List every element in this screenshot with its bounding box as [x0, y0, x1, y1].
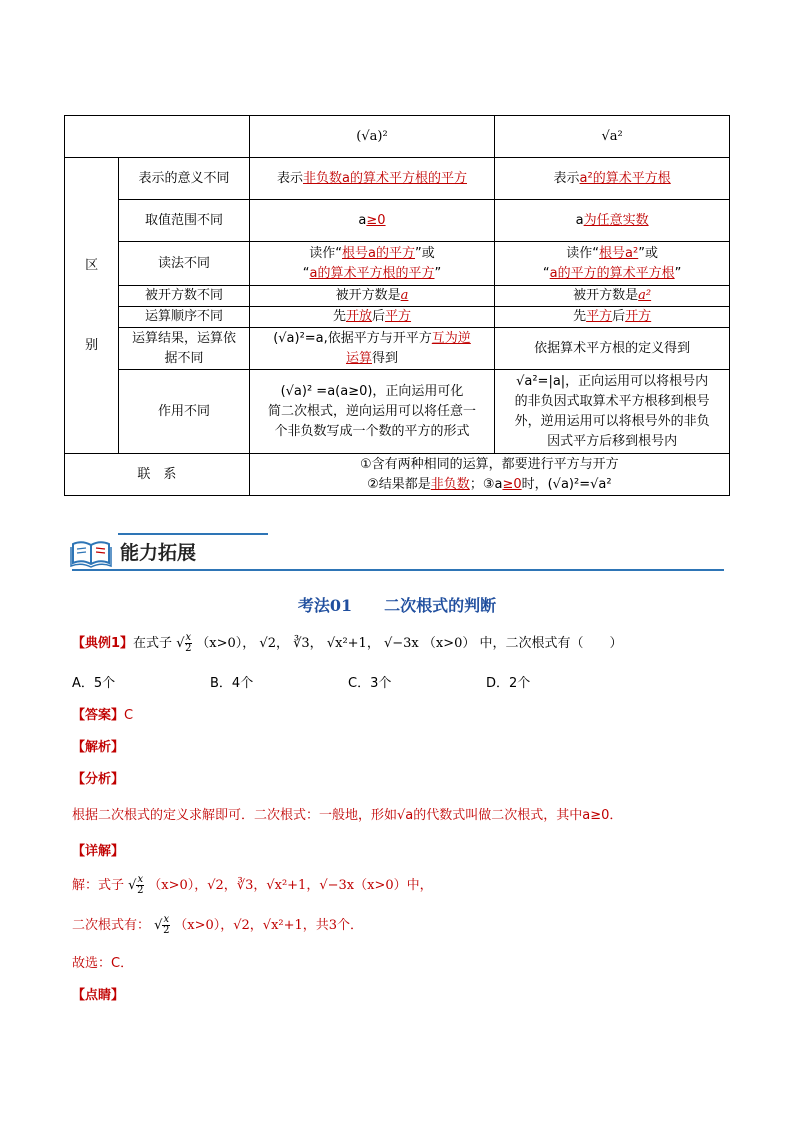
section-header: [70, 532, 724, 572]
cell-b: 被开方数是a²: [495, 286, 730, 307]
row-label: 运算顺序不同: [119, 307, 249, 328]
cell-b: 依据算术平方根的定义得到: [495, 328, 730, 370]
header-col-a: (√a)²: [249, 116, 495, 158]
section-title: 能力拓展: [120, 542, 197, 564]
cell-a: (√a)²=a,依据平方与开平方互为逆 运算得到: [249, 328, 495, 370]
method-title: [0, 593, 794, 616]
fenxi-text: 根据二次根式的定义求解即可．二次根式：一般地，形如√a的代数式叫做二次根式，其中a≥0．: [72, 808, 623, 823]
table-row: [65, 242, 730, 286]
row-label: 取值范围不同: [119, 200, 249, 242]
choice-b: B．4个: [210, 676, 254, 691]
detail-line-1: 解：式子 √ $\frac{x}{2}$ （x>0），√2，∛3，√x²+1，√−3x（x>0）中，: [72, 874, 433, 896]
row-label: 读法不同: [119, 242, 249, 286]
open-book-icon: [70, 536, 112, 568]
comment-tag: 【点睛】: [72, 988, 125, 1003]
cell-a: 先开放后平方: [249, 307, 495, 328]
table-row-link: [65, 454, 730, 496]
cell-a: 读作“根号a的平方”或 “a的算术平方根的平方”: [249, 242, 495, 286]
header-col-b: √a²: [495, 116, 730, 158]
table-row: [65, 158, 730, 200]
example-question: 【典例1】在式子 √ $\frac{x}{2}$ （x>0）， √2， ∛3， √x²+1， √−3x （x>0） 中，二次根式有（ ）: [72, 632, 623, 654]
answer-value: C: [124, 708, 134, 723]
link-cell: ①含有两种相同的运算，都要进行平方与开方 ②结果都是非负数；③a≥0时，(√a)²=√a²: [249, 454, 729, 496]
choice-d: D．2个: [486, 676, 531, 691]
cell-a: (√a)² =a(a≥0)，正向运用可化 简二次根式，逆向运用可以将任意一 个非负数写成一个数的平方的形式: [249, 370, 495, 454]
row-label: 表示的意义不同: [119, 158, 249, 200]
link-label: 联 系: [65, 454, 250, 496]
cell-a: a≥0: [249, 200, 495, 242]
row-label: 运算结果，运算依 据不同: [119, 328, 249, 370]
cell-b: 表示a²的算术平方根: [495, 158, 730, 200]
analysis-tag: 【解析】: [72, 740, 125, 755]
table-header-row: [65, 116, 730, 158]
section-rule: [72, 569, 724, 571]
cell-b: 先平方后开方: [495, 307, 730, 328]
table-row: [65, 328, 730, 370]
table-row: [65, 286, 730, 307]
fenxi-tag: 【分析】: [72, 772, 125, 787]
choice-c: C．3个: [348, 676, 392, 691]
radical-frac: √ $\frac{x}{2}$: [176, 632, 192, 654]
cell-b: 读作“根号a²”或 “a的平方的算术平方根”: [495, 242, 730, 286]
section-top-line: [118, 533, 268, 535]
comparison-table: [64, 115, 730, 496]
row-label: 作用不同: [119, 370, 249, 454]
cell-b: √a²=|a|，正向运用可以将根号内 的非负因式取算术平方根移到根号 外，逆用运用可以将根号外的非负 因式平方后移到根号内: [495, 370, 730, 454]
header-empty-cell: [65, 116, 250, 158]
answer-line: 【答案】C: [72, 708, 134, 723]
row-group-label: 区 别: [65, 158, 119, 454]
detail-line-3: 故选：C．: [72, 956, 134, 971]
detail-tag: 【详解】: [72, 844, 125, 859]
choice-a: A．5个: [72, 676, 116, 691]
table-row: [65, 200, 730, 242]
cell-a: 被开方数是a: [249, 286, 495, 307]
method-label: 考法01: [297, 596, 353, 615]
cell-a: 表示非负数a的算术平方根的平方: [249, 158, 495, 200]
cell-b: a为任意实数: [495, 200, 730, 242]
table-row: [65, 370, 730, 454]
example-tag: 【典例1】: [72, 636, 134, 651]
method-name: 二次根式的判断: [384, 596, 497, 615]
table-row: [65, 307, 730, 328]
detail-line-2: 二次根式有： √ $\frac{x}{2}$ （x>0），√2，√x²+1，共3个．: [72, 914, 364, 936]
example-choices: [72, 672, 624, 691]
row-label: 被开方数不同: [119, 286, 249, 307]
